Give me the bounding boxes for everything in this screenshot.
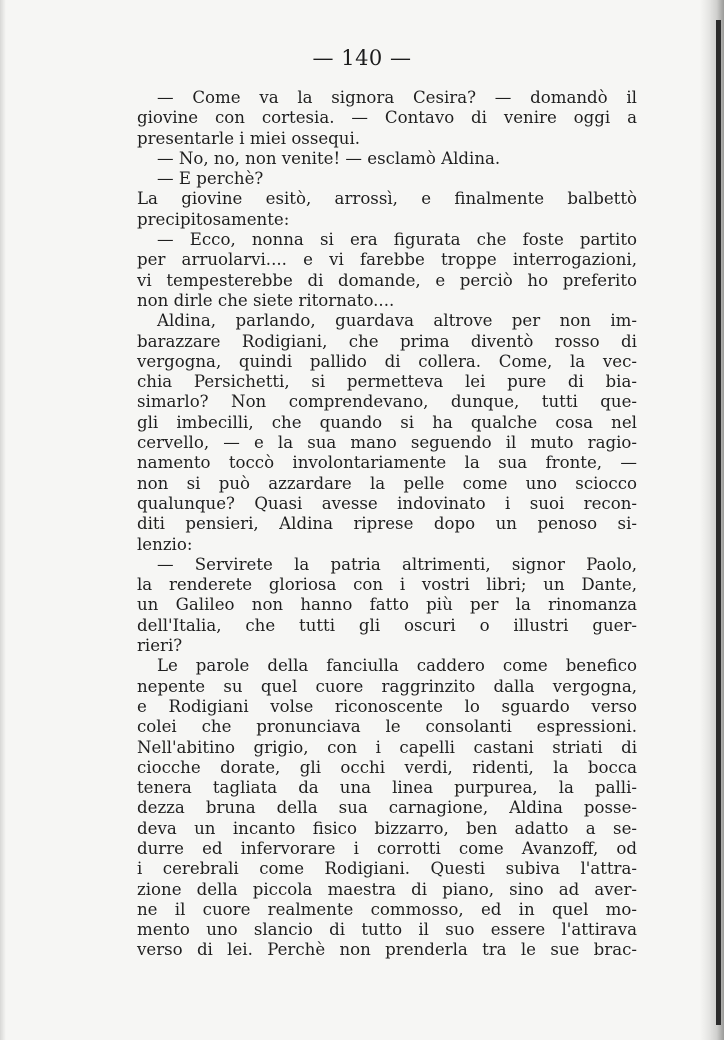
text-line: ciocche dorate, gli occhi verdi, ridenti, la bocca — [137, 757, 637, 777]
text-line: un Galileo non hanno fatto più per la rinomanza — [137, 595, 637, 615]
text-line: — Servirete la patria altrimenti, signor Paolo, — [157, 554, 637, 574]
text-line: gli imbecilli, che quando si ha qualche cosa nel — [137, 412, 637, 432]
text-line: colei che pronunciava le consolanti espressioni. — [137, 717, 637, 737]
text-line: — No, no, non venite! — esclamò Aldina. — [157, 148, 501, 168]
text-line: Aldina, parlando, guardava altrove per non im- — [157, 311, 637, 331]
text-line: — E perchè? — [157, 169, 264, 189]
text-line: namento toccò involontariamente la sua fronte, — — [137, 453, 637, 473]
text-line: — Ecco, nonna si era figurata che foste partito — [157, 230, 637, 250]
text-line: precipitosamente: — [137, 209, 290, 229]
text-line: dell'Italia, che tutti gli oscuri o illustri guer- — [137, 615, 637, 635]
page-left-shadow — [0, 0, 6, 1040]
text-line: diti pensieri, Aldina riprese dopo un penoso si- — [137, 514, 637, 534]
text-line: rieri? — [137, 636, 183, 656]
text-line: per arruolarvi.... e vi farebbe troppe interrogazioni, — [137, 250, 637, 270]
text-line: barazzare Rodigiani, che prima diventò rosso di — [137, 331, 637, 351]
text-line: Nell'abitino grigio, con i capelli castani striati di — [137, 737, 637, 757]
text-line: vi tempesterebbe di domande, e perciò ho preferito — [137, 270, 637, 290]
text-line: — Come va la signora Cesira? — domandò il — [157, 88, 637, 107]
text-line: vergogna, quindi pallido di collera. Come, la vec- — [137, 351, 637, 371]
text-line: giovine con cortesia. — Contavo di venire oggi a — [137, 108, 637, 128]
text-line: ne il cuore realmente commosso, ed in quel mo- — [137, 899, 637, 919]
text-line: lenzio: — [137, 534, 193, 554]
page-number: — 140 — — [312, 46, 412, 70]
text-line: non si può azzardare la pelle come uno sciocco — [137, 473, 637, 493]
text-line: zione della piccola maestra di piano, sino ad aver- — [137, 879, 637, 899]
text-line: nepente su quel cuore raggrinzito dalla vergogna, — [137, 676, 637, 696]
text-line: deva un incanto fisico bizzarro, ben adatto a se- — [137, 818, 637, 838]
text-line: dezza bruna della sua carnagione, Aldina posse- — [137, 798, 637, 818]
text-line: mento uno slancio di tutto il suo essere l'attirava — [137, 920, 637, 940]
body-text — [137, 88, 637, 961]
text-line: durre ed infervorare i corrotti come Avanzoff, od — [137, 838, 637, 858]
text-line: simarlo? Non comprendevano, dunque, tutti que- — [137, 392, 637, 412]
text-line: i cerebrali come Rodigiani. Questi subiva l'attra- — [137, 859, 637, 879]
text-line: verso di lei. Perchè non prenderla tra le sue brac- — [137, 940, 637, 960]
text-line: tenera tagliata da una linea purpurea, la palli- — [137, 778, 637, 798]
text-line: Le parole della fanciulla caddero come benefico — [157, 656, 637, 676]
text-line: cervello, — e la sua mano seguendo il muto ragio- — [137, 433, 637, 453]
text-line: chia Persichetti, si permetteva lei pure di bia- — [137, 372, 637, 392]
text-line: La giovine esitò, arrossì, e finalmente balbettò — [137, 189, 637, 209]
text-line: qualunque? Quasi avesse indovinato i suoi recon- — [137, 493, 637, 513]
scan-border-bar — [716, 20, 721, 1025]
text-line: la renderete gloriosa con i vostri libri; un Dante, — [137, 575, 637, 595]
text-line: non dirle che siete ritornato.... — [137, 290, 395, 310]
text-line: presentarle i miei ossequi. — [137, 128, 361, 148]
text-line: e Rodigiani volse riconoscente lo sguardo verso — [137, 696, 637, 716]
